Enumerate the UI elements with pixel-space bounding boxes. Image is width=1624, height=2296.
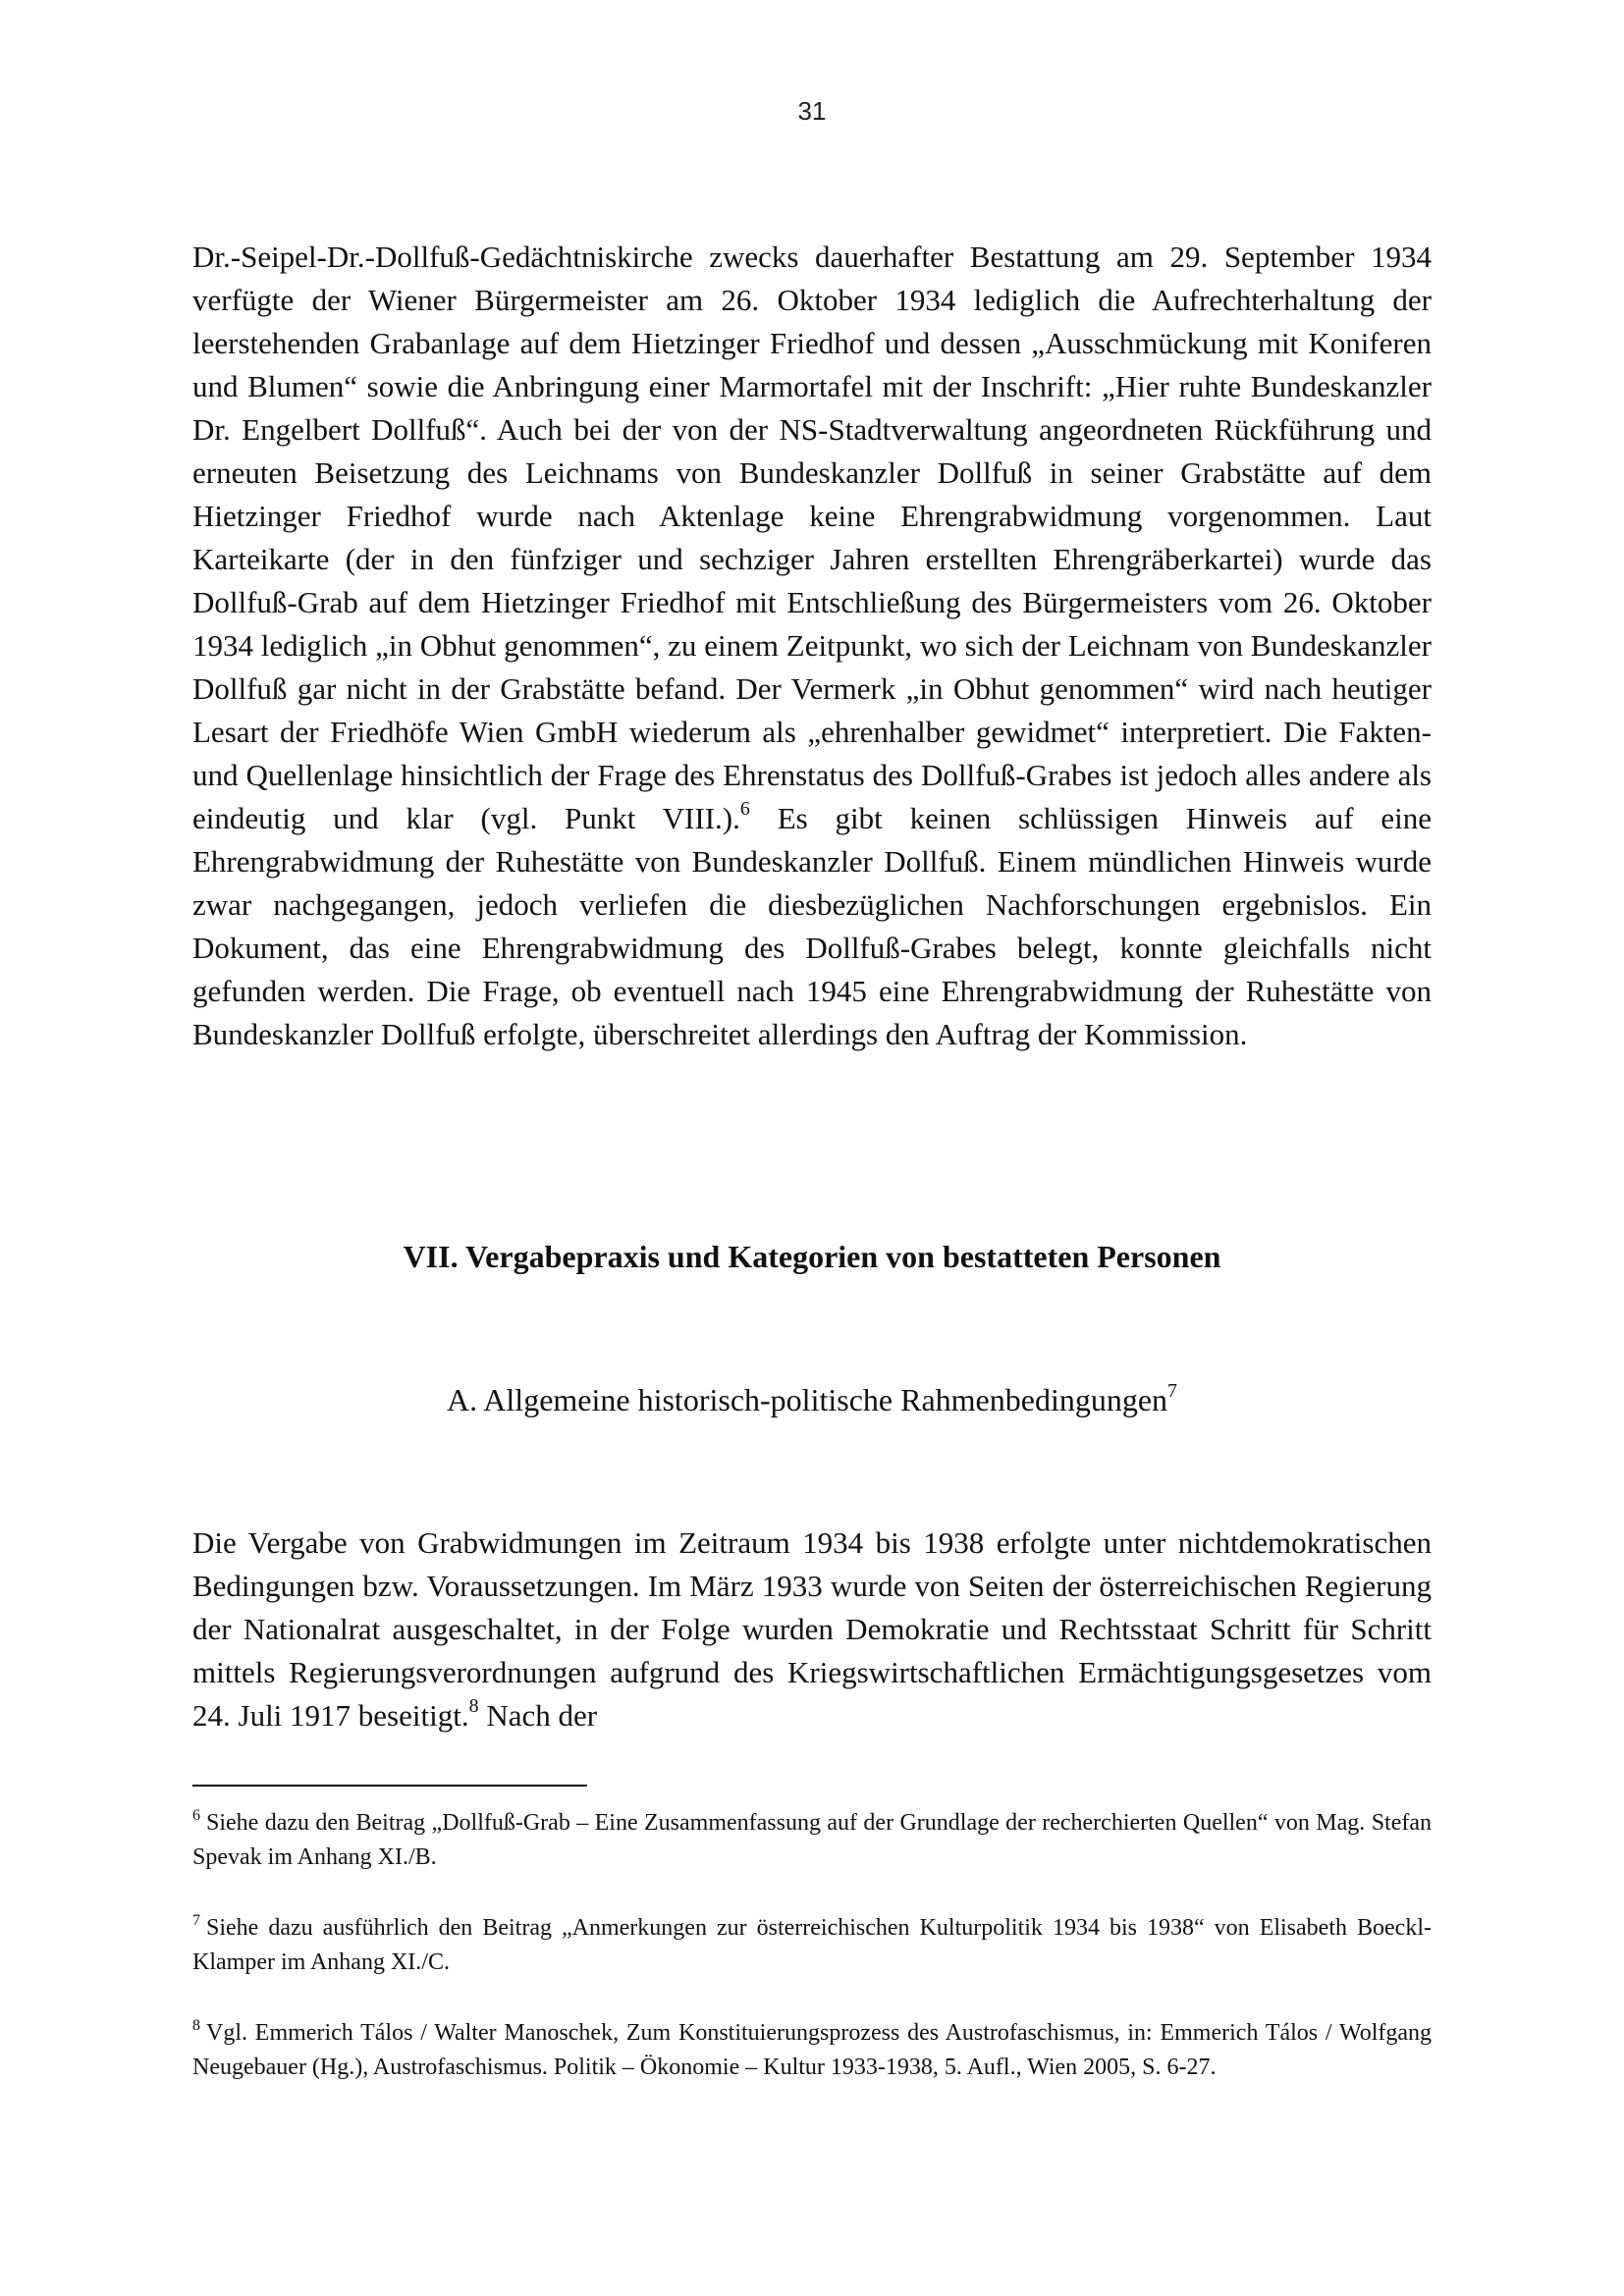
- paragraph-text: Dr.-Seipel-Dr.-Dollfuß-Gedächtniskirche zwecks dauerhafter Bestattung am 29. September 1934 verfügte der Wiener Bürgermeister am 26. Oktober 1934 lediglich die Aufrechterhaltung der leerstehenden Grabanlage auf dem Hietzinger Friedhof und dessen „Ausschmückung mit Koniferen und Blumen“ sowie die Anbringung einer Marmortafel mit der Inschrift: „Hier ruhte Bundeskanzler Dr. Engelbert Dollfuß“. Auch bei der von der NS-Stadtverwaltung angeordneten Rückführung und erneuten Beisetzung des Leichnams von Bundeskanzler Dollfuß in seiner Grabstätte auf dem Hietzinger Friedhof wurde nach Aktenlage keine Ehrengrabwidmung vorgenommen. Laut Karteikarte (der in den fünfziger und sechziger Jahren erstellten Ehrengräberkartei) wurde das Dollfuß-Grab auf dem Hietzinger Friedhof mit Entschließung des Bürgermeisters vom 26. Oktober 1934 lediglich „in Obhut genommen“, zu einem Zeitpunkt, wo sich der Leichnam von Bundeskanzler Dollfuß gar nicht in der Grabstätte befand. Der Vermerk „in Obhut genommen“ wird nach heutiger Lesart der Friedhöfe Wien GmbH wiederum als „ehrenhalber gewidmet“ interpretiert. Die Fakten- und Quellenlage hinsichtlich der Frage des Ehrenstatus des Dollfuß-Grabes ist jedoch alles andere als eindeutig und klar (vgl. Punkt VIII.).: [192, 240, 1432, 835]
- page-number: 31: [797, 96, 827, 126]
- footnote-reference: 7: [1167, 1380, 1178, 1402]
- footnote: [192, 1806, 1432, 1875]
- subsection-heading-text: A. Allgemeine historisch-politische Rahmenbedingungen: [446, 1382, 1168, 1417]
- footnote-text: Vgl. Emmerich Tálos / Walter Manoschek, Zum Konstituierungsprozess des Austrofaschismus, in: Emmerich Tálos / Wolfgang Neugebauer (Hg.), Austrofaschismus. Politik – Ökonomie – Kultur 1933-1938, 5. Aufl., Wien 2005, S. 6-27.: [192, 2020, 1432, 2080]
- footnote-text: Siehe dazu den Beitrag „Dollfuß-Grab – Eine Zusammenfassung auf der Grundlage der recherchierten Quellen“ von Mag. Stefan Spevak im Anhang XI./B.: [192, 1810, 1432, 1870]
- paragraph-text: Es gibt keinen schlüssigen Hinweis auf eine Ehrengrabwidmung der Ruhestätte von Bundeskanzler Dollfuß. Einem mündlichen Hinweis wurde zwar nachgegangen, jedoch verliefen die diesbezüglichen Nachforschungen ergebnislos. Ein Dokument, das eine Ehrengrabwidmung des Dollfuß-Grabes belegt, konnte gleichfalls nicht gefunden werden. Die Frage, ob eventuell nach 1945 eine Ehrengrabwidmung der Ruhestätte von Bundeskanzler Dollfuß erfolgte, überschreitet allerdings den Auftrag der Kommission.: [192, 801, 1432, 1051]
- footnote: [192, 2016, 1432, 2085]
- section-heading: VII. Vergabepraxis und Kategorien von bestatteten Personen: [403, 1239, 1221, 1274]
- footnote-reference: 6: [739, 798, 750, 820]
- paragraph-text: Nach der: [478, 1698, 598, 1733]
- footnote-number: 6: [192, 1807, 200, 1824]
- footnote-number: 7: [192, 1912, 200, 1929]
- body-paragraph: [192, 236, 1432, 1056]
- footnote-number: 8: [192, 2017, 200, 2034]
- footnote: [192, 1911, 1432, 1980]
- subsection-heading: [0, 1382, 1624, 1418]
- body-paragraph: [192, 1522, 1432, 1737]
- footnote-separator: [192, 1785, 587, 1787]
- paragraph-text: Die Vergabe von Grabwidmungen im Zeitraum 1934 bis 1938 erfolgte unter nichtdemokratischen Bedingungen bzw. Voraussetzungen. Im März 1933 wurde von Seiten der österreichischen Regierung der Nationalrat ausgeschaltet, in der Folge wurden Demokratie und Rechtsstaat Schritt für Schritt mittels Regierungsverordnungen aufgrund des Kriegswirtschaftlichen Ermächtigungsgesetzes vom 24. Juli 1917 beseitigt.: [192, 1525, 1432, 1733]
- footnote-text: Siehe dazu ausführlich den Beitrag „Anmerkungen zur österreichischen Kulturpolitik 1934 bis 1938“ von Elisabeth Boeckl-Klamper im Anhang XI./C.: [192, 1915, 1432, 1975]
- footnote-reference: 8: [468, 1695, 479, 1717]
